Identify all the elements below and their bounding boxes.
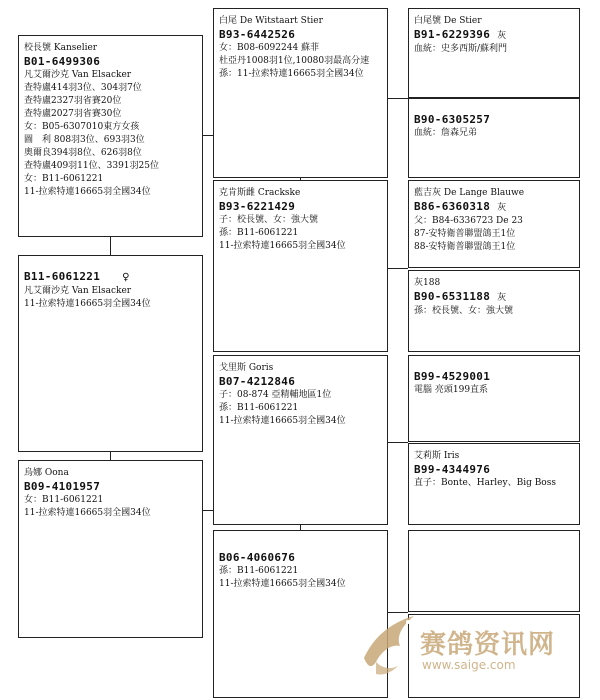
sire-line: 查特盧2027羽省賽30位 <box>24 109 122 119</box>
dam-sire-box <box>213 355 388 525</box>
connector-line <box>110 237 111 255</box>
subject-line: 凡艾爾沙克 Van Elsacker <box>24 286 132 296</box>
sire-line: 圖 利 808羽3位、693羽3位 <box>24 135 145 145</box>
sire-line: 女：B05-6307010東方女孩 <box>24 122 140 132</box>
connector-line <box>300 178 301 180</box>
sd-line: 子：校長號、女：強大號 <box>219 215 319 225</box>
ss-name: 白尾 De Witstaart Stier <box>219 16 323 26</box>
gender-icon: ♀ <box>122 272 130 283</box>
sire-sire-box <box>213 8 388 178</box>
sire-line: 查特盧414羽3位、304羽7位 <box>24 83 142 93</box>
sire-line: 女：B11-6061221 <box>24 174 104 184</box>
watermark-url: www.saige.com <box>422 658 516 672</box>
sds-name: 藍吉灰 De Lange Blauwe <box>414 188 525 198</box>
sire-line: 查特盧409羽11位、3391羽25位 <box>24 161 159 171</box>
sss-box <box>408 8 580 98</box>
dd-ring: B06-4060676 <box>219 551 296 564</box>
sss-name: 白尾號 De Stier <box>414 16 482 26</box>
sds-line: 父：B84-6336723 De 23 <box>414 216 523 226</box>
sds-line: 88-安特衛普聯盟鴿王1位 <box>414 242 516 252</box>
subject-box <box>18 255 203 452</box>
sds-ring: B86-6360318 灰 <box>414 200 507 213</box>
dd-line: 孫：B11-6061221 <box>219 566 299 576</box>
ssd-line: 血統：詹森兄弟 <box>414 128 478 138</box>
dss-line: 電腦 亮頭199直系 <box>414 385 489 395</box>
connector-line <box>388 442 408 443</box>
subject-line: 11-拉索特連16665羽全國34位 <box>24 299 151 309</box>
watermark-text: 赛鸽资讯网 <box>420 630 556 660</box>
ds-line: 11-拉索特連16665羽全國34位 <box>219 416 346 426</box>
dsd-line: 直子：Bonte、Harley、Big Boss <box>414 478 556 488</box>
subject-ring: B11-6061221 ♀ <box>24 270 130 283</box>
sire-line: 11-拉索特連16665羽全國34位 <box>24 187 151 197</box>
ds-line: 孫：B11-6061221 <box>219 403 299 413</box>
connector-line <box>388 98 408 99</box>
dds-box <box>408 530 580 612</box>
sire-box <box>18 35 203 237</box>
ssd-ring: B90-6305257 <box>414 113 491 126</box>
connector-line <box>388 268 408 269</box>
sdd-box <box>408 270 580 352</box>
sds-box <box>408 180 580 268</box>
sss-ring: B91-6229396 灰 <box>414 28 507 41</box>
dsd-box <box>408 443 580 525</box>
sdd-name: 灰188 <box>414 278 441 288</box>
sdd-line: 孫：校長號、女：強大號 <box>414 306 514 316</box>
dam-line: 女：B11-6061221 <box>24 495 104 505</box>
dam-name: 烏娜 Oona <box>24 468 69 478</box>
sire-ring: B01-6499306 <box>24 55 101 68</box>
ss-ring: B93-6442526 <box>219 28 296 41</box>
dam-line: 11-拉索特連16665羽全國34位 <box>24 508 151 518</box>
pigeon-logo-icon <box>356 606 426 686</box>
watermark <box>356 602 596 692</box>
dam-box <box>18 460 203 638</box>
sd-line: 孫：B11-6061221 <box>219 228 299 238</box>
connector-line <box>203 135 213 136</box>
sire-line: 奧爾良394羽8位、626羽8位 <box>24 148 142 158</box>
sds-line: 87-安特衛普聯盟鴿王1位 <box>414 229 516 239</box>
dd-line: 11-拉索特連16665羽全國34位 <box>219 579 346 589</box>
sd-name: 克肯斯雌 Crackske <box>219 188 301 198</box>
sire-line: 查特盧2327羽省賽20位 <box>24 96 122 106</box>
sire-line: 凡艾爾沙克 Van Elsacker <box>24 70 132 80</box>
dsd-ring: B99-4344976 <box>414 463 491 476</box>
sd-line: 11-拉索特連16665羽全國34位 <box>219 241 346 251</box>
sss-line: 血統：史多西斯/蘇利門 <box>414 44 508 54</box>
sire-name: 校長號 Kanselier <box>24 43 98 53</box>
sd-ring: B93-6221429 <box>219 200 296 213</box>
dss-ring: B99-4529001 <box>414 370 491 383</box>
ds-ring: B07-4212846 <box>219 375 296 388</box>
sire-dam-box <box>213 180 388 352</box>
ss-line: 女：B08-6092244 蘇菲 <box>219 43 320 53</box>
connector-line <box>203 510 213 511</box>
ss-line: 杜亞丹1008羽1位,10080羽最高分速 <box>219 56 370 66</box>
ds-name: 戈里斯 Goris <box>219 363 274 373</box>
sdd-ring: B90-6531188 灰 <box>414 290 507 303</box>
connector-line <box>300 525 301 530</box>
ssd-box <box>408 98 580 178</box>
dam-ring: B09-4101957 <box>24 480 101 493</box>
ss-line: 孫：11-拉索特連16665羽全國34位 <box>219 69 364 79</box>
dsd-name: 艾莉斯 Iris <box>414 451 460 461</box>
dss-box <box>408 355 580 442</box>
connector-line <box>110 452 111 460</box>
ds-line: 子：08-874 亞精輔地區1位 <box>219 390 332 400</box>
